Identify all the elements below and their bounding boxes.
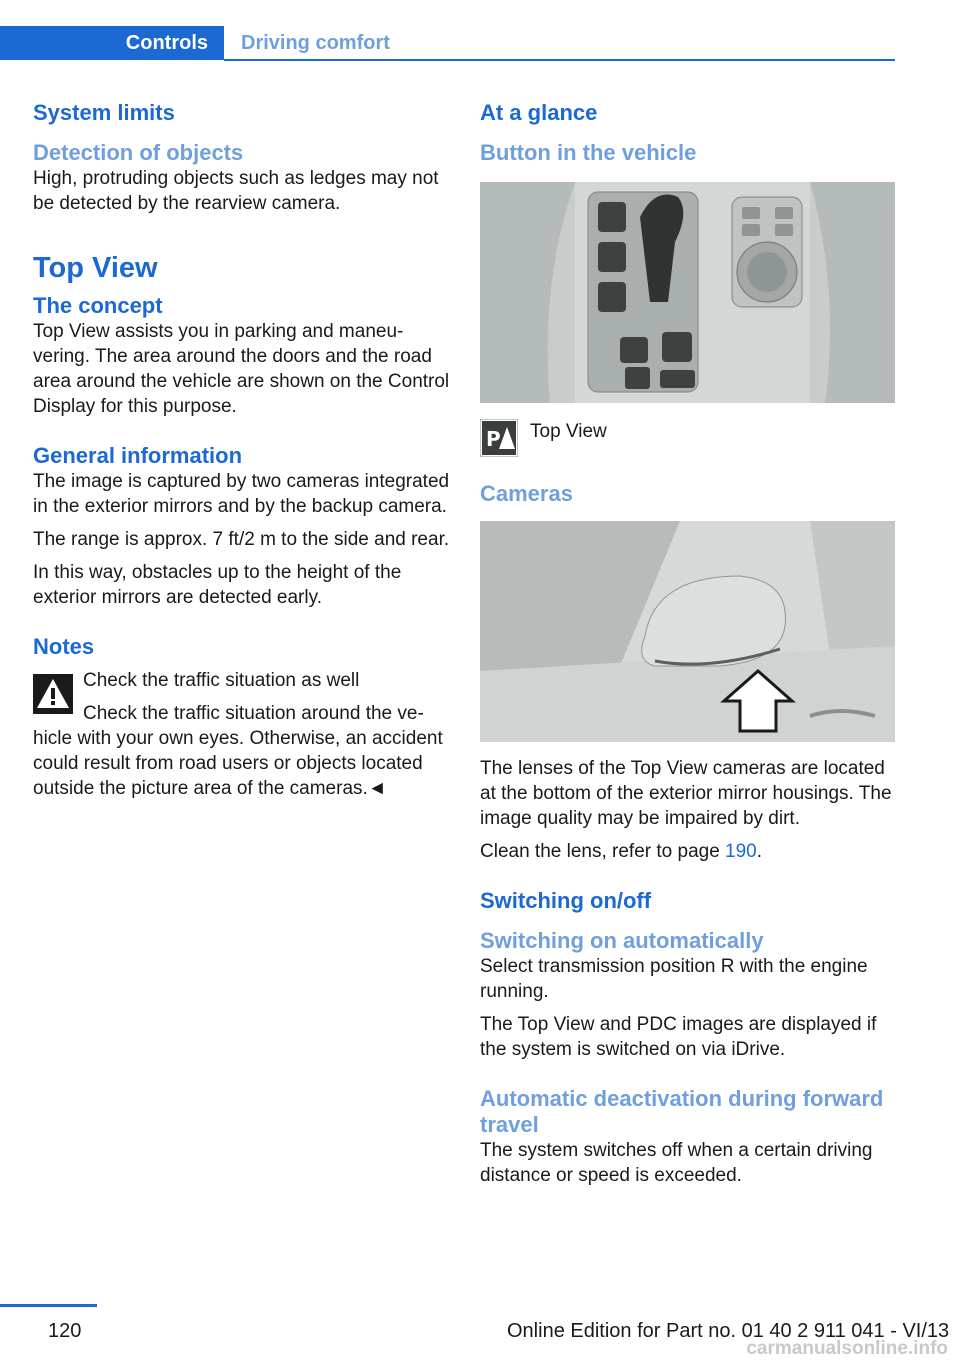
warning-text: Check the traffic situation around the vehicle with your own eyes. Otherwise, an accident could result from road users or objects located outside the picture area of the cameras.◄	[33, 703, 443, 799]
system-limits-heading: System limits	[33, 100, 175, 125]
console-illustration	[480, 182, 895, 403]
detection-heading: Detection of objects	[33, 140, 244, 165]
mirror-illustration	[480, 521, 895, 742]
notes-heading: Notes	[33, 634, 95, 659]
concept-text: Top View assists you in parking and maneuvering. The area around the doors and the road area around the vehicle are shown on the Control Display for this purpose.	[33, 321, 450, 417]
edition-text: Online Edition for Part no. 01 40 2 911 041 - VI/13	[507, 1320, 950, 1342]
warning-title: Check the traffic situation as well	[83, 670, 360, 691]
clean-suffix: .	[756, 841, 763, 862]
clean-prefix: Clean the lens, refer to page	[480, 841, 726, 862]
header-tabbar	[0, 26, 895, 60]
button-heading: Button in the vehicle	[480, 140, 697, 165]
cameras-heading: Cameras	[480, 481, 573, 506]
general-text-1: The image is captured by two cameras integrated in the exterior mirrors and by the backup camera.	[33, 471, 450, 517]
right-column	[480, 100, 896, 1188]
warning-icon	[33, 674, 73, 714]
general-text-2: The range is approx. 7 ft/2 m to the side and rear.	[33, 529, 450, 550]
top-view-button-icon	[480, 419, 518, 457]
svg-text:P: P	[486, 427, 501, 451]
footer-divider	[0, 1304, 97, 1307]
cameras-text: The lenses of the Top View cameras are located at the bottom of the exterior mirror housings. The image quality may be impaired by dirt.	[480, 758, 892, 829]
at-a-glance-heading: At a glance	[480, 100, 598, 125]
tab-driving-comfort[interactable]: Driving comfort	[241, 31, 390, 54]
concept-heading: The concept	[33, 293, 163, 318]
switch-auto-heading: Switching on automatically	[480, 928, 764, 953]
top-view-button-row	[480, 419, 896, 457]
header-divider	[224, 59, 895, 61]
general-heading: General information	[33, 443, 243, 468]
switching-heading: Switching on/off	[480, 888, 652, 913]
page-190-link[interactable]: 190	[725, 841, 757, 862]
auto-deactivation-text: The system switches off when a certain driving distance or speed is exceeded.	[480, 1140, 873, 1186]
general-text-3: In this way, obstacles up to the height of the exterior mirrors are detected early.	[33, 562, 402, 608]
top-view-label: Top View	[530, 421, 607, 442]
watermark: carmanualsonline.info	[746, 1338, 948, 1359]
auto-deactivation-heading: Automatic deactivation during forward travel	[480, 1086, 884, 1137]
top-view-title: Top View	[33, 252, 158, 284]
switch-auto-text: Select transmission position R with the engine running.	[480, 956, 868, 1002]
detection-text: High, protruding objects such as ledges may not be detected by the rearview camera.	[33, 168, 439, 214]
page-number: 120	[48, 1320, 82, 1342]
left-column	[33, 100, 453, 801]
clean-lens-text	[480, 839, 896, 864]
switch-auto-text-2: The Top View and PDC images are displayed if the system is switched on via iDrive.	[480, 1014, 877, 1060]
warning-block	[33, 668, 453, 801]
tab-controls[interactable]: Controls	[0, 26, 224, 60]
